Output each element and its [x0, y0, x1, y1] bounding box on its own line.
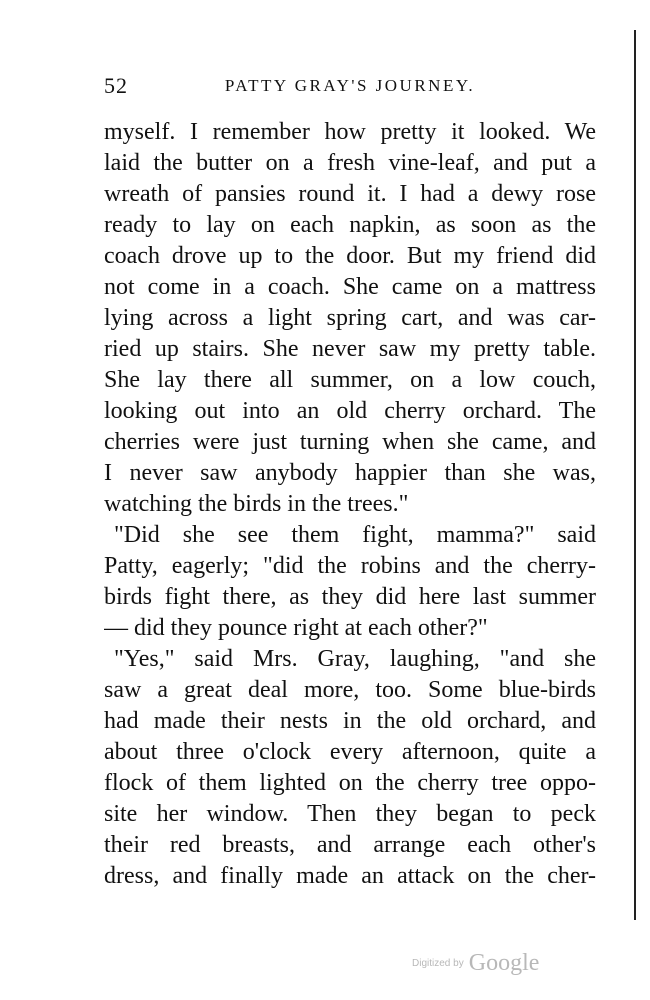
text-line: their red breasts, and arrange each other's — [104, 832, 596, 858]
text-line: birds fight there, as they did here last summer — [104, 584, 596, 610]
watermark-prefix: Digitized by — [412, 958, 464, 969]
digitized-watermark — [412, 950, 562, 980]
text-line: ready to lay on each napkin, as soon as the — [104, 212, 596, 238]
watermark-brand: Google — [468, 950, 540, 976]
text-line: laid the butter on a fresh vine-leaf, and put a — [104, 150, 596, 176]
text-line: "Yes," said Mrs. Gray, laughing, "and she — [114, 646, 596, 672]
running-title: PATTY GRAY'S JOURNEY. — [224, 76, 476, 95]
text-line: myself. I remember how pretty it looked. We — [104, 119, 596, 145]
text-line: watching the birds in the trees." — [104, 491, 409, 517]
text-line: had made their nests in the old orchard, and — [104, 708, 596, 734]
text-line: not come in a coach. She came on a mattress — [104, 274, 596, 300]
body-text — [104, 117, 596, 892]
text-line: Patty, eagerly; "did the robins and the cherry- — [104, 553, 596, 579]
text-line: coach drove up to the door. But my friend did — [104, 243, 596, 269]
text-line: — did they pounce right at each other?" — [104, 615, 488, 641]
text-line: lying across a light spring cart, and was car- — [104, 305, 596, 331]
text-line: dress, and finally made an attack on the cher- — [104, 863, 596, 889]
text-line: looking out into an old cherry orchard. The — [104, 398, 596, 424]
page-number: 52 — [104, 73, 128, 98]
text-line: about three o'clock every afternoon, quite a — [104, 739, 596, 765]
page-edge-line — [634, 30, 636, 920]
text-line: flock of them lighted on the cherry tree oppo- — [104, 770, 596, 796]
text-line: "Did she see them fight, mamma?" said — [114, 522, 596, 548]
text-line: She lay there all summer, on a low couch, — [104, 367, 596, 393]
text-line: ried up stairs. She never saw my pretty table. — [104, 336, 596, 362]
page-header — [104, 73, 596, 101]
text-line: cherries were just turning when she came, and — [104, 429, 596, 455]
text-line: wreath of pansies round it. I had a dewy rose — [104, 181, 596, 207]
text-line: site her window. Then they began to peck — [104, 801, 596, 827]
text-line: I never saw anybody happier than she was, — [104, 460, 596, 486]
text-line: saw a great deal more, too. Some blue-birds — [104, 677, 596, 703]
